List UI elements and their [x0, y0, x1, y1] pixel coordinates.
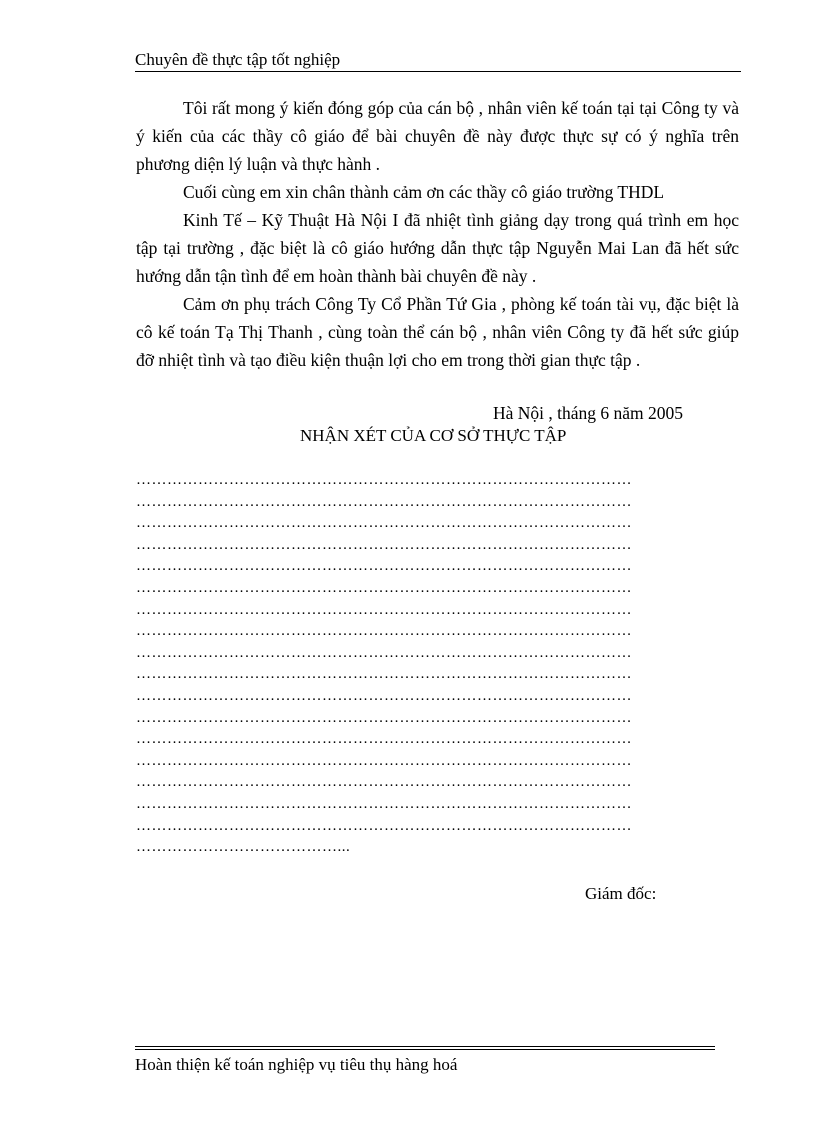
dotted-line-17: …………………………………………………………………………………… — [136, 817, 632, 834]
footer-divider — [135, 1046, 715, 1050]
paragraph-thanks-rest: Kinh Tế – Kỹ Thuật Hà Nội I đã nhiệt tình giảng dạy trong quá trình em học tập tại trường , đặc biệt là cô giáo hướng dẫn thực tập Nguyễn Mai Lan đã hết sức hướng dẫn tận tình để em hoàn thành bài chuyên đề này . — [136, 210, 739, 286]
dotted-line-9: …………………………………………………………………………………… — [136, 644, 632, 661]
signature-label: Giám đốc: — [585, 884, 657, 903]
comment-section-title: NHẬN XÉT CỦA CƠ SỞ THỰC TẬP — [300, 426, 567, 445]
dotted-line-8: …………………………………………………………………………………… — [136, 623, 632, 640]
date-line: Hà Nội , tháng 6 năm 2005 — [493, 403, 684, 423]
dotted-line-18: …………………………………... — [136, 839, 351, 856]
dotted-line-13: …………………………………………………………………………………… — [136, 731, 632, 748]
dotted-line-7: …………………………………………………………………………………… — [136, 601, 632, 618]
dotted-line-12: …………………………………………………………………………………… — [136, 709, 632, 726]
dotted-line-6: …………………………………………………………………………………… — [136, 579, 632, 596]
document-body — [136, 94, 739, 374]
paragraph-thanks-company: Cảm ơn phụ trách Công Ty Cổ Phần Tứ Gia , phòng kế toán tài vụ, đặc biệt là cô kế toán Tạ Thị Thanh , cùng toàn thể cán bộ , nhân viên Công ty đã hết sức giúp đỡ nhiệt tình và tạo điều kiện thuận lợi cho em trong thời gian thực tập . — [136, 294, 739, 370]
dotted-line-11: …………………………………………………………………………………… — [136, 687, 632, 704]
dotted-line-10: …………………………………………………………………………………… — [136, 666, 632, 683]
paragraph-feedback: Tôi rất mong ý kiến đóng góp của cán bộ , nhân viên kế toán tại tại Công ty và ý kiến của các thầy cô giáo để bài chuyên đề này được thực sự có ý nghĩa trên phương diện lý luận và thực hành . — [136, 98, 739, 174]
comment-dotted-lines — [136, 470, 736, 859]
dotted-line-3: …………………………………………………………………………………… — [136, 515, 632, 532]
page-header-title: Chuyên đề thực tập tốt nghiệp — [135, 50, 341, 69]
dotted-line-15: …………………………………………………………………………………… — [136, 774, 632, 791]
dotted-line-5: …………………………………………………………………………………… — [136, 558, 632, 575]
dotted-line-4: …………………………………………………………………………………… — [136, 536, 632, 553]
header-divider — [135, 71, 741, 72]
dotted-line-16: …………………………………………………………………………………… — [136, 795, 632, 812]
dotted-line-14: …………………………………………………………………………………… — [136, 752, 632, 769]
dotted-line-2: …………………………………………………………………………………… — [136, 493, 632, 510]
page-footer-title: Hoàn thiện kế toán nghiệp vụ tiêu thụ hàng hoá — [135, 1055, 458, 1074]
paragraph-thanks-line-1: Cuối cùng em xin chân thành cảm ơn các thầy cô giáo trường THDL — [183, 182, 665, 202]
dotted-line-1: …………………………………………………………………………………… — [136, 472, 632, 488]
